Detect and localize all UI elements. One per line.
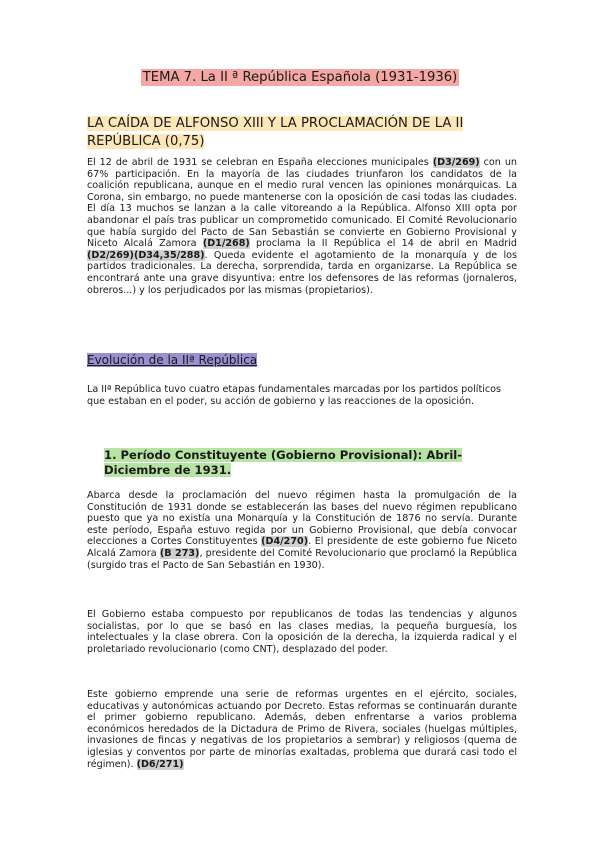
section-title-text: LA CAÍDA DE ALFONSO XIII Y LA PROCLAMACIÓN DE LA II REPÚBLICA (0,75): [87, 116, 464, 149]
page-title: [0, 69, 600, 87]
paragraph-reforms: [87, 689, 517, 770]
paragraph-evolution: La IIª República tuvo cuatro etapas fundamentales marcadas por los partidos políticos que estaban en el poder, su acción de gobierno y las reacciones de la oposición.: [87, 384, 502, 407]
text-run: El 12 de abril de 1931 se celebran en España elecciones municipales: [87, 157, 433, 168]
period-title: [104, 448, 504, 478]
doc-reference: (D3/269): [432, 157, 480, 168]
paragraph-constituent-period: [87, 490, 517, 571]
doc-reference: (D6/271): [136, 758, 184, 770]
text-run: . El presidente de este gobierno fue Niceto Alcalá Zamora: [87, 536, 517, 559]
doc-reference: (D1/268): [202, 238, 250, 250]
doc-reference: (D2/269)(D34,35/288): [87, 249, 205, 261]
paragraph-government: El Gobierno estaba compuesto por republicanos de todas las tendencias y algunos socialistas, por lo que se basó en las clases medias, la pequeña burguesía, los intelectuales y la clase obrera. Con la oposición de la derecha, la izquierda radical y el proletariado revolucionario (como CNT), desplazado del poder.: [87, 609, 517, 655]
paragraph-proclamation: [87, 157, 517, 296]
evolution-title: [87, 352, 257, 368]
text-run: , presidente del Comité Revolucionario que proclamó la República (surgido tras el Pacto de San Sebastián en 1930).: [87, 547, 518, 571]
text-run: con un 67% participación. En la mayoría de las ciudades triunfaron los candidatos de la coalición republicana, aunque en el medio rural vencen las opiniones monárquicas. La Corona, sin embargo, no puede mantenerse con la oposición de casi todas las ciudades. El día 13 muchos se lanzan a la calle vitoreando a la República. Alfonso XIII opta por abandonar el país tras publicar un comprometido comunicado. El Comité Revolucionario que había surgido del Pacto de San Sebastián se convierte en Gobierno Provisional y Niceto Alcalá Zamora: [87, 157, 517, 250]
page-title-text: TEMA 7. La II ª República Española (1931-1936): [142, 70, 458, 85]
evolution-title-text: Evolución de la IIª República: [87, 353, 258, 367]
section-title: [87, 115, 507, 151]
doc-reference: (D4/270): [261, 536, 309, 548]
doc-reference: (B 273): [159, 547, 200, 559]
text-run: Este gobierno emprende una serie de reformas urgentes en el ejército, sociales, educativas y autonómicas actuando por Decreto. Estas reformas se continuarán durante el primer gobierno republicano. Además, deben enfrentarse a varios problema económicos heredados de la Dictadura de Primo de Rivera, sociales (huelgas múltiples, invasiones de fincas y negativas de los propietarios a sembrar) y religiosos (quema de iglesias y conventos por parte de minorías exaltadas, problema que durará casi todo el régimen).: [87, 689, 517, 770]
text-run: Abarca desde la proclamación del nuevo régimen hasta la promulgación de la Constitución de 1931 donde se establecerán las bases del nuevo régimen republicano puesto que ya no existía una Monarquía y la Constitución de 1876 no servía. Durante este período, España estuvo regida por un Gobierno Provisional, que debía convocar elecciones a Cortes Constituyentes: [87, 490, 517, 548]
period-title-text: 1. Período Constituyente (Gobierno Provisional): Abril-Diciembre de 1931.: [104, 448, 463, 477]
text-run: . Queda evidente el agotamiento de la monarquía y de los partidos tradicionales. La derecha, sorprendida, tarda en organizarse. La República se encontrará ante una grave disyuntiva: entre los defensores de las reformas (jornaleros, obreros...) y los perjudicados por las mismas (propietarios).: [87, 249, 517, 296]
text-run: proclama la II República el 14 de abril en Madrid: [249, 238, 517, 250]
